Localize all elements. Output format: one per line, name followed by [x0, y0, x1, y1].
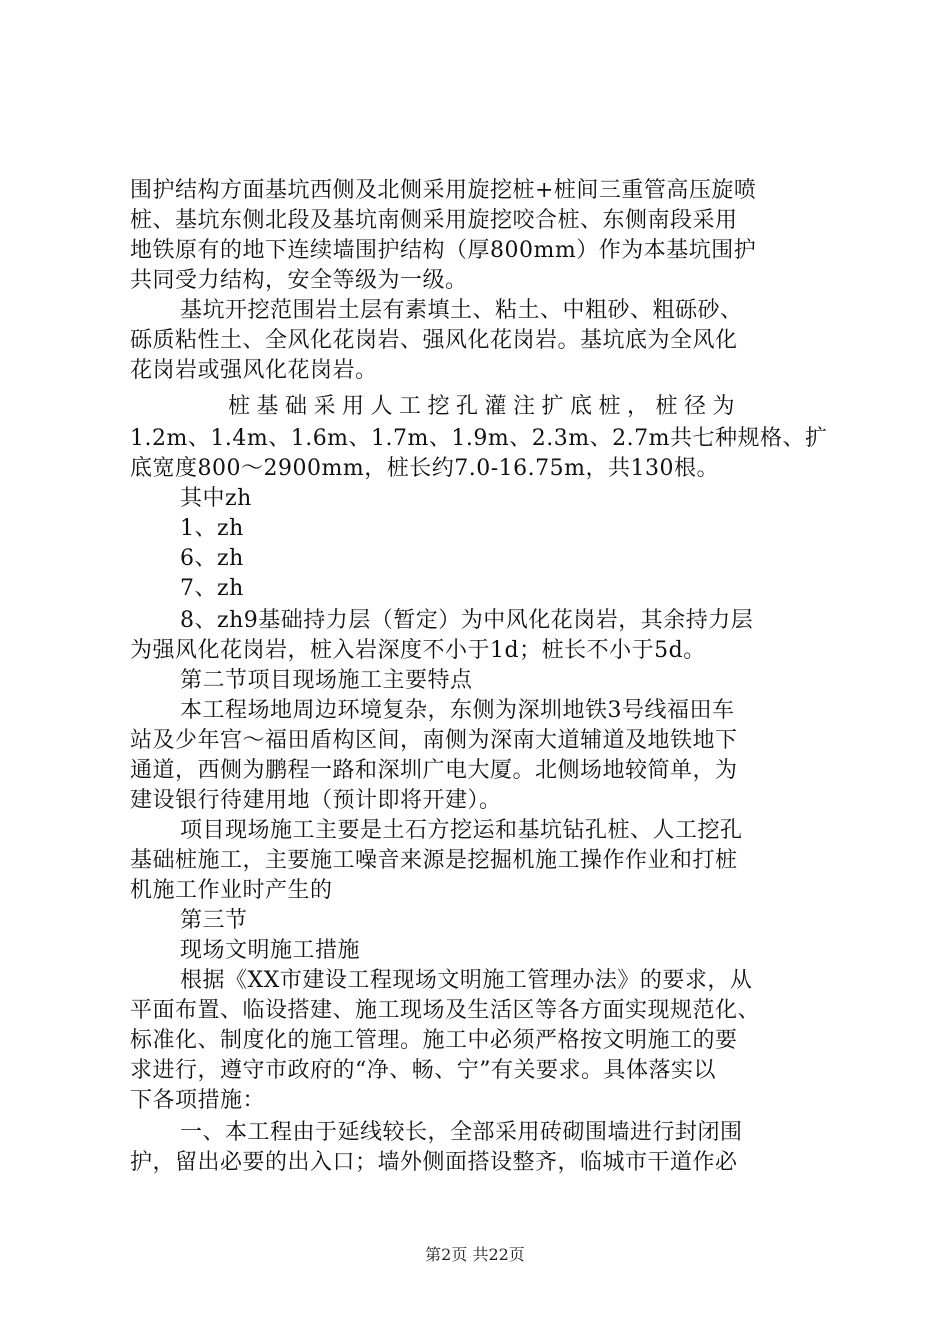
text-line: 1、zh [180, 516, 244, 541]
text-line: 项目现场施工主要是土石方挖运和基坑钻孔桩、人工挖孔 [180, 818, 743, 843]
text-line: 一、本工程由于延线较长，全部采用砖砌围墙进行封闭围 [180, 1120, 743, 1145]
text-line: 平面布置、临设搭建、施工现场及生活区等各方面实现规范化、 [130, 998, 761, 1023]
text-line: 6、zh [180, 546, 244, 571]
text-line: 地铁原有的地下连续墙围护结构（厚800mm）作为本基坑围护 [130, 238, 757, 263]
document-page [130, 0, 830, 1344]
text-line: 本工程场地周边环境复杂，东侧为深圳地铁3号线福田车 [180, 698, 735, 723]
text-line: 花岗岩或强风化花岗岩。 [130, 358, 378, 383]
text-line: 机施工作业时产生的 [130, 878, 333, 903]
text-line: 8、zh9基础持力层（暂定）为中风化花岗岩，其余持力层 [180, 608, 754, 633]
text-line: 标准化、制度化的施工管理。施工中必须严格按文明施工的要 [130, 1028, 738, 1053]
text-line: 桩、基坑东侧北段及基坑南侧采用旋挖咬合桩、东侧南段采用 [130, 208, 738, 233]
section-heading: 现场文明施工措施 [180, 938, 361, 963]
text-line: 其中zh [180, 486, 252, 511]
text-line: 根据《XX市建设工程现场文明施工管理办法》的要求，从 [180, 968, 753, 993]
text-line: 建设银行待建用地（预计即将开建）。 [130, 788, 502, 813]
text-line: 为强风化花岗岩，桩入岩深度不小于1d；桩长不小于5d。 [130, 638, 706, 663]
text-line: 求进行，遵守市政府的“净、畅、宁”有关要求。具体落实以 [130, 1058, 716, 1083]
text-line: 7、zh [180, 576, 244, 601]
text-line: 下各项措施： [130, 1088, 266, 1113]
text-line: 基础桩施工，主要施工噪音来源是挖掘机施工操作作业和打桩 [130, 848, 738, 873]
text-line: 围护结构方面基坑西侧及北侧采用旋挖桩+桩间三重管高压旋喷 [130, 178, 757, 203]
text-line: 桩基础采用人工挖孔灌注扩底桩，桩径为 [228, 394, 742, 419]
text-line: 基坑开挖范围岩土层有素填土、粘土、中粗砂、粗砾砂、 [180, 298, 743, 323]
text-line: 站及少年宫～福田盾构区间，南侧为深南大道辅道及地铁地下 [130, 728, 738, 753]
text-line: 1.2m、1.4m、1.6m、1.7m、1.9m、2.3m、2.7m共七种规格、扩 [130, 426, 828, 451]
section-heading: 第二节项目现场施工主要特点 [180, 668, 473, 693]
section-heading: 第三节 [180, 908, 248, 933]
text-line: 底宽度800～2900mm，桩长约7.0-16.75m，共130根。 [130, 456, 719, 481]
text-line: 砾质粘性土、全风化花岗岩、强风化花岗岩。基坑底为全风化 [130, 328, 738, 353]
text-line: 通道，西侧为鹏程一路和深圳广电大厦。北侧场地较简单，为 [130, 758, 738, 783]
page-footer: 第2页 共22页 [425, 1245, 525, 1264]
text-line: 共同受力结构，安全等级为一级。 [130, 268, 468, 293]
text-line: 护，留出必要的出入口；墙外侧面搭设整齐，临城市干道作必 [130, 1150, 738, 1175]
